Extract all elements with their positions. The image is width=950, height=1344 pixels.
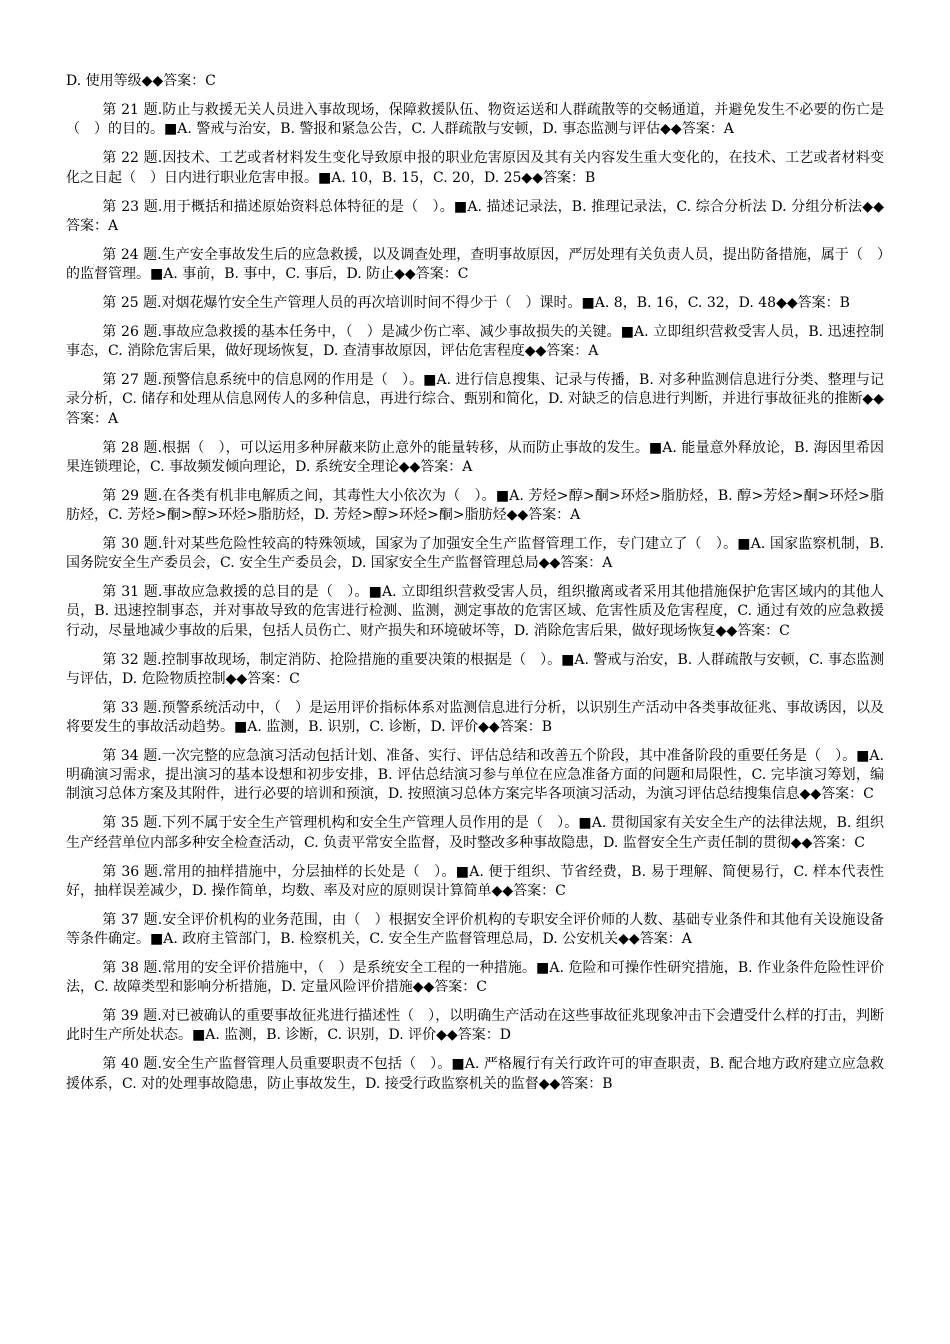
question-37: 第 37 题.安全评价机构的业务范围，由（ ）根据安全评价机构的专职安全评价师的人数、基础专业条件和其他有关设施设备等条件确定。■A. 政府主管部门，B. 检察机关，C. 安全生产监督管理总局，D. 公安机关◆◆答案：A <box>66 911 884 948</box>
question-40: 第 40 题.安全生产监督管理人员重要职责不包括（ ）。■A. 严格履行有关行政许可的审查职责，B. 配合地方政府建立应急救援体系，C. 对的处理事故隐患，防止事故发生，D. 接受行政监察机关的监督◆◆答案：B <box>66 1056 884 1092</box>
question-30: 第 30 题.针对某些危险性较高的特殊领域，国家为了加强安全生产监督管理工作，专门建立了（ ）。■A. 国家监察机制，B. 国务院安全生产委员会，C. 安全生产委员会，D. 国家安全生产监督管理总局◆◆答案：A <box>66 536 884 572</box>
question-36: 第 36 题.常用的抽样措施中，分层抽样的长处是（ ）。■A. 便于组织、节省经费，B. 易于理解、简便易行，C. 样本代表性好，抽样误差减少，D. 操作简单，均数、率及对应的原则误计算简单◆◆答案：C <box>66 863 884 899</box>
question-34: 第 34 题.一次完整的应急演习活动包括计划、准备、实行、评估总结和改善五个阶段，其中准备阶段的重要任务是（ ）。■A. 明确演习需求，提出演习的基本设想和初步安排，B. 评估总结演习参与单位在应急准备方面的问题和局限性，C. 完毕演习筹划，编制演习总体方案及其附件，进行必要的培训和预演，D. 按照演习总体方案完毕各项演习活动，为演习评估总结搜集信息◆◆答案：C <box>66 748 884 803</box>
question-28: 第 28 题.根据（ ），可以运用多种屏蔽来防止意外的能量转移，从而防止事故的发生。■A. 能量意外释放论，B. 海因里希因果连锁理论，C. 事故频发倾向理论，D. 系统安全理论◆◆答案：A <box>66 439 884 475</box>
question-23: 第 23 题.用于概括和描述原始资料总体特征的是（ ）。■A. 描述记录法，B. 推理记录法，C. 综合分析法 D. 分组分析法◆◆答案：A <box>66 198 884 234</box>
question-29: 第 29 题.在各类有机非电解质之间，其毒性大小依次为（ ）。■A. 芳烃>醇>酮>环烃>脂肪烃，B. 醇>芳烃>酮>环烃>脂肪烃，C. 芳烃>酮>醇>环烃>脂肪烃，D. 芳烃>醇>环烃>酮>脂肪烃◆◆答案：A <box>66 487 884 524</box>
question-39: 第 39 题.对已被确认的重要事故征兆进行描述性（ ），以明确生产活动在这些事故征兆现象冲击下会遭受什么样的打击，判断此时生产所处状态。■A. 监测，B. 诊断，C. 识别，D. 评价◆◆答案：D <box>66 1008 884 1044</box>
question-20-tail: D. 使用等级◆◆答案：C <box>66 73 216 89</box>
question-27: 第 27 题.预警信息系统中的信息网的作用是（ ）。■A. 进行信息搜集、记录与传播，B. 对多种监测信息进行分类、整理与记录分析，C. 储存和处理从信息网传人的多种信息，再进行综合、甄别和简化，D. 对缺乏的信息进行判断，并进行事故征兆的推断◆◆答案：A <box>66 372 884 427</box>
question-24: 第 24 题.生产安全事故发生后的应急救援，以及调查处理，查明事故原因，严厉处理有关负责人员，提出防备措施，属于（ ）的监督管理。■A. 事前，B. 事中，C. 事后，D. 防止◆◆答案：C <box>66 246 884 283</box>
question-33: 第 33 题.预警系统活动中，（ ）是运用评价指标体系对监测信息进行分析，以识别生产活动中各类事故征兆、事故诱因，以及将要发生的事故活动趋势。■A. 监测，B. 识别，C. 诊断，D. 评价◆◆答案：B <box>66 699 884 736</box>
question-26: 第 26 题.事故应急救援的基本任务中，（ ）是减少伤亡率、减少事故损失的关键。■A. 立即组织营救受害人员，B. 迅速控制事态，C. 消除危害后果，做好现场恢复，D. 查清事故原因，评估危害程度◆◆答案：A <box>66 324 884 360</box>
question-32: 第 32 题.控制事故现场，制定消防、抢险措施的重要决策的根据是（ ）。■A. 警戒与治安，B. 人群疏散与安顿，C. 事态监测与评估，D. 危险物质控制◆◆答案：C <box>66 651 884 687</box>
question-21: 第 21 题.防止与救援无关人员进入事故现场，保障救援队伍、物资运送和人群疏散等的交畅通道，并避免发生不必要的伤亡是（ ）的目的。■A. 警戒与治安，B. 警报和紧急公告，C. 人群疏散与安顿，D. 事态监测与评估◆◆答案：A <box>66 102 884 138</box>
question-38: 第 38 题.常用的安全评价措施中，（ ）是系统安全工程的一种措施。■A. 危险和可操作性研究措施，B. 作业条件危险性评价法，C. 故障类型和影响分析措施，D. 定量风险评价措施◆◆答案：C <box>66 960 884 996</box>
question-35: 第 35 题.下列不属于安全生产管理机构和安全生产管理人员作用的是（ ）。■A. 贯彻国家有关安全生产的法律法规，B. 组织生产经营单位内部多种安全检查活动，C. 负责平常安全监督，及时整改多种事故隐患，D. 监督安全生产责任制的贯彻◆◆答案：C <box>66 815 884 851</box>
question-25: 第 25 题.对烟花爆竹安全生产管理人员的再次培训时间不得少于（ ）课时。■A. 8，B. 16，C. 32，D. 48◆◆答案：B <box>102 295 850 312</box>
question-22: 第 22 题.因技术、工艺或者材料发生变化导致原申报的职业危害原因及其有关内容发生重大变化的，在技术、工艺或者材料变化之日起（ ）日内进行职业危害申报。■A. 10，B. 15，C. 20，D. 25◆◆答案：B <box>66 150 884 186</box>
question-31: 第 31 题.事故应急救援的总目的是（ ）。■A. 立即组织营救受害人员，组织撤离或者采用其他措施保护危害区域内的其他人员，B. 迅速控制事态，并对事故导致的危害进行检测、监测，测定事故的危害区域、危害性质及危害程度，C. 通过有效的应急救援行动，尽量地减少事故的后果，包括人员伤亡、财产损失和环境破坏等，D. 消除危害后果，做好现场恢复◆◆答案：C <box>66 584 884 639</box>
